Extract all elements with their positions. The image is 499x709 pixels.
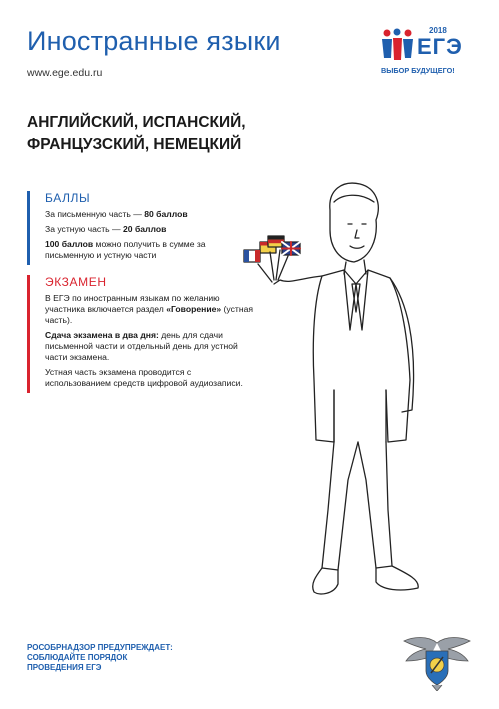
footer-line-3: ПРОВЕДЕНИЯ ЕГЭ — [27, 663, 102, 672]
exam-p1-tail: (устная часть). — [45, 304, 254, 325]
exam-paragraph-1 — [45, 293, 255, 326]
exam-p2-text: день для сдачи письменной части и отдельный день для устной части экзамена. — [45, 330, 238, 362]
logo-slogan: ВЫБОР БУДУЩЕГО! — [381, 66, 455, 75]
legs — [322, 442, 392, 570]
shoes — [313, 566, 419, 594]
logo-year: 2018 — [429, 26, 447, 35]
footer-line-1: РОСОБРНАДЗОР ПРЕДУПРЕЖДАЕТ: — [27, 643, 173, 652]
scores-oral-value: 20 баллов — [123, 224, 167, 234]
page-title: Иностранные языки — [27, 26, 281, 56]
head — [330, 183, 378, 274]
scores-written-label: За письменную часть — — [45, 209, 145, 219]
scores-total — [45, 239, 255, 261]
scores-heading: БАЛЛЫ — [45, 191, 91, 205]
exam-heading: ЭКЗАМЕН — [45, 275, 107, 289]
subjects-line-1: АНГЛИЙСКИЙ, ИСПАНСКИЙ, — [27, 114, 246, 131]
subjects-line-2: ФРАНЦУЗСКИЙ, НЕМЕЦКИЙ — [27, 136, 242, 153]
footer-line-2: СОБЛЮДАЙТЕ ПОРЯДОК — [27, 653, 128, 662]
scores-total-label: можно получить в сумме за письменную и устную части — [45, 239, 206, 260]
flags-icon — [244, 236, 300, 282]
scores-oral-label: За устную часть — — [45, 224, 124, 234]
exam-paragraph-2 — [45, 330, 255, 363]
scores-written — [45, 209, 255, 220]
ege-logo — [381, 26, 477, 80]
exam-p1-bold: «Говорение» — [166, 304, 222, 314]
subjects-heading — [27, 112, 246, 156]
footer-warning — [27, 643, 173, 673]
scores-section — [27, 191, 255, 265]
logo-name: ЕГЭ — [417, 34, 463, 59]
exam-p1-text: В ЕГЭ по иностранным языкам по желанию участника включается раздел — [45, 293, 220, 314]
scores-oral — [45, 224, 255, 235]
ege-logo-icon — [381, 28, 421, 64]
student-with-flags-illustration — [230, 180, 430, 610]
scores-total-value: 100 баллов — [45, 239, 94, 249]
site-url[interactable]: www.ege.edu.ru — [27, 67, 103, 79]
exam-section — [27, 275, 255, 393]
jacket — [274, 270, 414, 442]
exam-paragraph-3: Устная часть экзамена проводится с использованием средств цифровой аудиозаписи. — [45, 367, 243, 388]
rosobrnadzor-emblem-icon — [402, 633, 472, 691]
exam-p2-bold: Сдача экзамена в два дня: — [45, 330, 159, 340]
scores-written-value: 80 баллов — [144, 209, 188, 219]
